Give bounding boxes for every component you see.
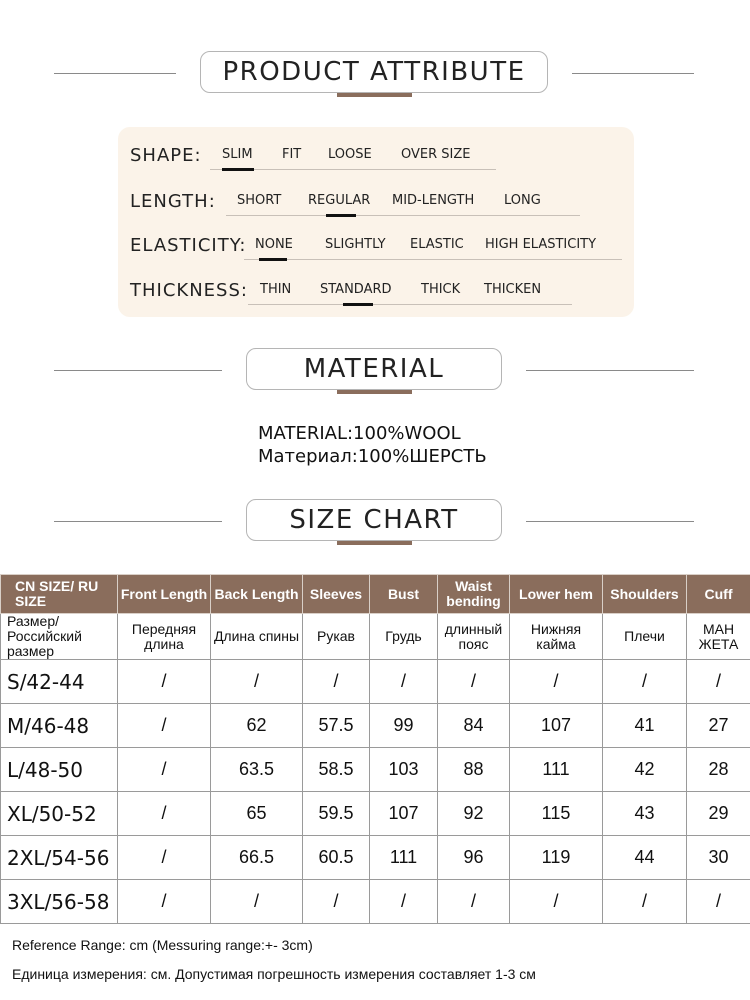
table-cell: 59.5: [303, 792, 370, 836]
option-underline: [244, 259, 622, 260]
option-slightly: SLIGHTLY: [325, 237, 386, 252]
table-cell: 42: [603, 748, 687, 792]
option-thick: THICK: [421, 282, 461, 297]
column-header-ru: Рукав: [303, 614, 370, 660]
product-attribute-title: PRODUCT ATTRIBUTE: [200, 51, 548, 93]
column-header-ru: Плечи: [603, 614, 687, 660]
selected-marker: [259, 258, 287, 261]
attribute-label: SHAPE:: [130, 145, 202, 166]
table-cell: 107: [370, 792, 438, 836]
option-thicken: THICKEN: [484, 282, 542, 297]
divider-line: [526, 370, 694, 371]
table-cell: 115: [510, 792, 603, 836]
title-accent-bar: [337, 93, 412, 97]
table-cell: /: [118, 748, 211, 792]
table-cell: 62: [211, 704, 303, 748]
table-cell: /: [603, 880, 687, 924]
table-cell: /: [118, 660, 211, 704]
table-row: [1, 704, 750, 748]
divider-line: [572, 73, 694, 74]
option-slim: SLIM: [222, 147, 253, 162]
divider-line: [54, 370, 222, 371]
table-cell: /: [303, 880, 370, 924]
table-cell: 66.5: [211, 836, 303, 880]
table-cell: /: [510, 880, 603, 924]
table-cell: /: [118, 792, 211, 836]
size-table: [0, 574, 750, 924]
table-cell: 111: [510, 748, 603, 792]
product-attribute-header: [0, 51, 750, 97]
selected-marker: [222, 168, 254, 171]
material-text-en: MATERIAL:100%WOOL: [258, 423, 461, 444]
column-header: Waist bending: [438, 575, 510, 614]
table-header-row: [1, 575, 750, 614]
table-header-ru-row: [1, 614, 750, 660]
column-header: Lower hem: [510, 575, 603, 614]
attribute-panel: [118, 127, 634, 317]
table-cell: /: [687, 660, 750, 704]
table-cell: /: [118, 836, 211, 880]
option-over-size: OVER SIZE: [401, 147, 471, 162]
table-cell: 57.5: [303, 704, 370, 748]
table-cell: 103: [370, 748, 438, 792]
table-cell: /: [510, 660, 603, 704]
table-cell: /: [370, 880, 438, 924]
size-chart-title: SIZE CHART: [246, 499, 502, 541]
table-cell: 58.5: [303, 748, 370, 792]
table-cell: 111: [370, 836, 438, 880]
divider-line: [54, 73, 176, 74]
option-regular: REGULAR: [308, 193, 371, 208]
attribute-label: ELASTICITY:: [130, 235, 247, 256]
table-cell: 107: [510, 704, 603, 748]
table-cell: /: [687, 880, 750, 924]
size-cell: 3XL/56-58: [1, 880, 118, 924]
column-header: Shoulders: [603, 575, 687, 614]
table-cell: 28: [687, 748, 750, 792]
column-header-ru: Размер/ Российский размер: [1, 614, 118, 660]
table-cell: /: [211, 880, 303, 924]
column-header-ru: Передняя длина: [118, 614, 211, 660]
table-cell: /: [438, 880, 510, 924]
table-row: [1, 660, 750, 704]
option-underline: [248, 304, 572, 305]
table-cell: /: [211, 660, 303, 704]
table-cell: 96: [438, 836, 510, 880]
divider-line: [54, 521, 222, 522]
option-thin: THIN: [260, 282, 292, 297]
table-cell: 60.5: [303, 836, 370, 880]
option-standard: STANDARD: [320, 282, 392, 297]
column-header-ru: Нижняя кайма: [510, 614, 603, 660]
selected-marker: [326, 214, 356, 217]
material-text-ru: Материал:100%ШЕРСТЬ: [258, 446, 487, 467]
table-cell: 44: [603, 836, 687, 880]
table-cell: 92: [438, 792, 510, 836]
table-cell: 63.5: [211, 748, 303, 792]
table-cell: 65: [211, 792, 303, 836]
column-header: Bust: [370, 575, 438, 614]
option-long: LONG: [504, 193, 541, 208]
column-header: Cuff: [687, 575, 750, 614]
option-high-elasticity: HIGH ELASTICITY: [485, 237, 597, 252]
table-cell: 99: [370, 704, 438, 748]
size-cell: XL/50-52: [1, 792, 118, 836]
table-cell: 88: [438, 748, 510, 792]
column-header-ru: длинный пояс: [438, 614, 510, 660]
table-cell: 29: [687, 792, 750, 836]
title-accent-bar: [337, 390, 412, 394]
table-cell: 84: [438, 704, 510, 748]
table-cell: /: [370, 660, 438, 704]
column-header: Front Length: [118, 575, 211, 614]
column-header: Sleeves: [303, 575, 370, 614]
size-cell: S/42-44: [1, 660, 118, 704]
option-short: SHORT: [237, 193, 282, 208]
option-underline: [226, 215, 580, 216]
table-cell: 43: [603, 792, 687, 836]
table-row: [1, 792, 750, 836]
reference-note-ru: Единица измерения: см. Допустимая погрешность измерения составляет 1-3 см: [12, 966, 536, 982]
column-header: Back Length: [211, 575, 303, 614]
option-loose: LOOSE: [328, 147, 372, 162]
table-cell: /: [118, 704, 211, 748]
option-none: NONE: [255, 237, 293, 252]
option-mid-length: MID-LENGTH: [392, 193, 475, 208]
reference-note-en: Reference Range: cm (Messuring range:+- 3cm): [12, 937, 313, 953]
table-row: [1, 836, 750, 880]
column-header-ru: Длина спины: [211, 614, 303, 660]
table-row: [1, 880, 750, 924]
size-cell: M/46-48: [1, 704, 118, 748]
column-header: CN SIZE/ RU SIZE: [1, 575, 118, 614]
selected-marker: [343, 303, 373, 306]
option-fit: FIT: [282, 147, 302, 162]
table-cell: 30: [687, 836, 750, 880]
table-cell: /: [603, 660, 687, 704]
option-elastic: ELASTIC: [410, 237, 464, 252]
column-header-ru: Грудь: [370, 614, 438, 660]
table-cell: 27: [687, 704, 750, 748]
table-cell: 119: [510, 836, 603, 880]
table-cell: /: [438, 660, 510, 704]
table-row: [1, 748, 750, 792]
attribute-label: LENGTH:: [130, 191, 216, 212]
size-cell: L/48-50: [1, 748, 118, 792]
table-cell: 41: [603, 704, 687, 748]
size-cell: 2XL/54-56: [1, 836, 118, 880]
attribute-label: THICKNESS:: [130, 280, 248, 301]
table-cell: /: [303, 660, 370, 704]
material-header: [0, 348, 750, 394]
size-chart-header: [0, 499, 750, 545]
title-accent-bar: [337, 541, 412, 545]
table-cell: /: [118, 880, 211, 924]
divider-line: [526, 521, 694, 522]
column-header-ru: МАН ЖЕТА: [687, 614, 750, 660]
material-title: MATERIAL: [246, 348, 502, 390]
